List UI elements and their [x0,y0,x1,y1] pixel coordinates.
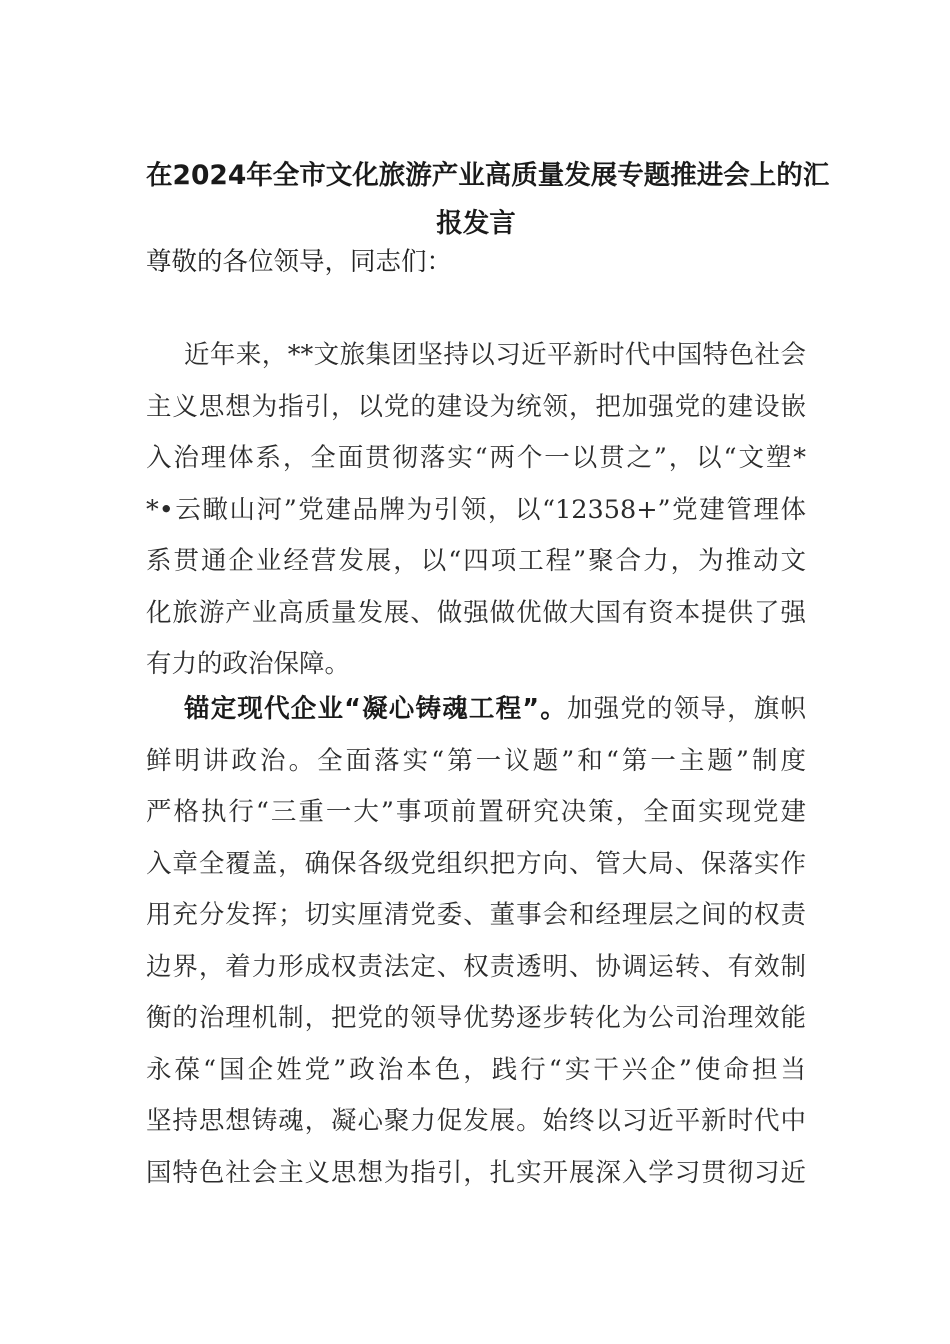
section-text: 加强党的领导，旗帜 [566,694,806,724]
paragraph-line: 严格执行“三重一大”事项前置研究决策，全面实现党建 [146,797,806,827]
title-line-1: 在2024年全市文化旅游产业高质量发展专题推进会上的汇 [146,160,830,191]
paragraph-line [146,684,806,736]
paragraph-line: 有力的政治保障。 [146,649,351,679]
section-heading: 锚定现代企业“凝心铸魂工程”。 [184,694,567,724]
paragraph-line: 入治理体系，全面贯彻落实“两个一以贯之”，以“文塑* [146,443,806,473]
paragraph-section-1 [146,684,806,1199]
salutation: 尊敬的各位领导，同志们： [146,247,453,277]
paragraph-line: 国特色社会主义思想为指引，扎实开展深入学习贯彻习近 [146,1157,806,1188]
paragraph-line: *•云瞰山河”党建品牌为引领，以“12358+”党建管理体 [146,494,806,525]
paragraph-line: 入章全覆盖，确保各级党组织把方向、管大局、保落实作 [146,848,806,879]
paragraph-line: 近年来，**文旅集团坚持以习近平新时代中国特色社会 [184,340,806,370]
paragraph-line: 系贯通企业经营发展，以“四项工程”聚合力，为推动文 [146,546,806,576]
paragraph-line: 鲜明讲政治。全面落实“第一议题”和“第一主题”制度 [146,745,806,776]
paragraph-line: 边界，着力形成权责法定、权责透明、协调运转、有效制 [146,951,806,982]
paragraph-line: 主义思想为指引，以党的建设为统领，把加强党的建设嵌 [146,391,806,422]
paragraph-intro [146,330,806,691]
paragraph-line: 化旅游产业高质量发展、做强做优做大国有资本提供了强 [146,597,806,628]
paragraph-line: 坚持思想铸魂，凝心聚力促发展。始终以习近平新时代中 [146,1106,806,1136]
document-title [146,152,830,248]
title-line-2: 报发言 [436,208,516,239]
paragraph-line: 永葆“国企姓党”政治本色，践行“实干兴企”使命担当 [146,1054,806,1085]
paragraph-line: 衡的治理机制，把党的领导优势逐步转化为公司治理效能 [146,1003,806,1033]
paragraph-line: 用充分发挥；切实厘清党委、董事会和经理层之间的权责 [146,900,806,930]
